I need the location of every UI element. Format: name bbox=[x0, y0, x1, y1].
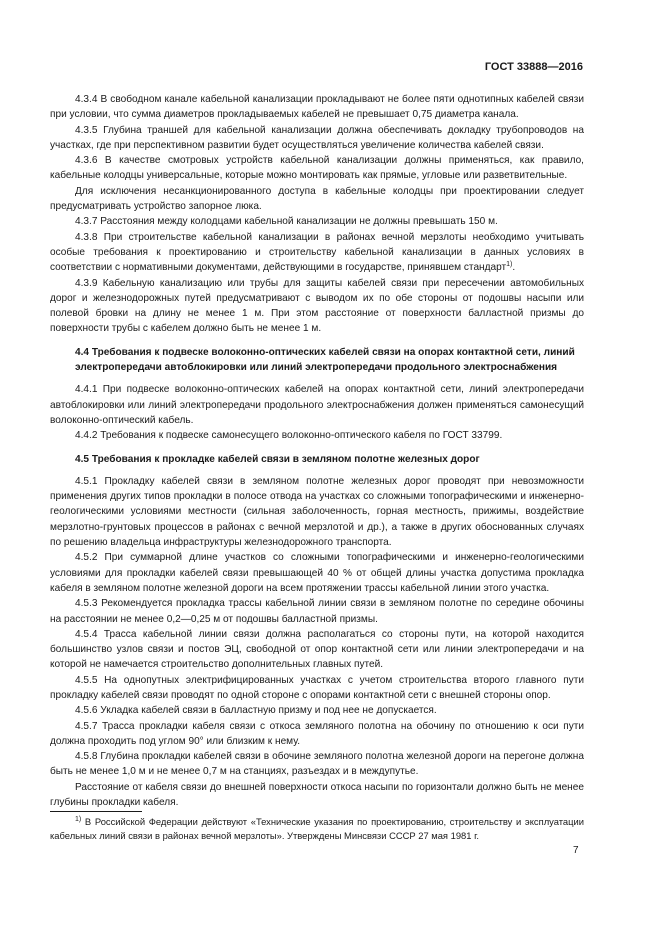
footnote-text bbox=[50, 815, 584, 843]
document-body bbox=[50, 92, 584, 810]
paragraph-4-5-4: 4.5.4 Трасса кабельной линии связи должна располагаться со стороны пути, на которой находится большинство узлов связи и постов ЭЦ, свободной от опор контактной сети или линии электропередачи и на которой не намечается строительство дополнительных главных путей. bbox=[50, 628, 584, 671]
paragraph-4-3-9: 4.3.9 Кабельную канализацию или трубы для защиты кабелей связи при пересечении автомобильных дорог и железнодорожных путей предусматривают с выводом их по обе стороны от подошвы насыпи или полевой бровки на длину не менее 1 м. При этом расстояние от поверхности балластной призмы до поверхности трубы с кабелем должно быть не менее 1 м. bbox=[50, 277, 584, 335]
page-number: 7 bbox=[573, 845, 579, 856]
paragraph-4-3-8-end: . bbox=[512, 262, 516, 274]
paragraph-4-5-6: 4.5.6 Укладка кабелей связи в балластную призму и под нее не допускается. bbox=[75, 705, 437, 717]
paragraph-4-5-1: 4.5.1 Прокладку кабелей связи в земляном полотне железных дорог проводят при невозможности применения других типов прокладки в полосе отвода на участках со сложными топографическими и инженерно-геологическими условиями местности (сильная заболоченность, горная местность, прижимы, воздействие мерзлотно-грунтовых процессов в районах с вечной мерзлотой и др.), а также в других обоснованных случаях по решению владельца инфраструктуры железнодорожного транспорта. bbox=[50, 475, 584, 549]
paragraph-4-4-2: 4.4.2 Требования к подвеске самонесущего волоконно-оптического кабеля по ГОСТ 33799. bbox=[75, 430, 503, 442]
spacer bbox=[50, 467, 584, 474]
footnote-separator bbox=[50, 811, 142, 812]
spacer bbox=[50, 375, 584, 382]
paragraph-4-3-8 bbox=[50, 230, 584, 276]
paragraph-4-5-5: 4.5.5 На однопутных электрифицированных участках с учетом строительства второго главного пути прокладку кабелей связи проводят по одной стороне с опорами контактной сети с внешней стороны опор. bbox=[50, 674, 584, 701]
footnote-marker: 1) bbox=[75, 816, 82, 823]
paragraph-4-5-8-continued: Расстояние от кабеля связи до внешней поверхности откоса насыпи по горизонтали должно быть не менее глубины прокладки кабеля. bbox=[50, 781, 584, 809]
footnote bbox=[50, 815, 584, 843]
paragraph-4-5-2: 4.5.2 При суммарной длине участков со сложными топографическими и инженерно-геологическими условиями для прокладки кабелей связи превышающей 40 % от общей длины участка допустима прокладка кабеля в земляном полотне железной дороги на всем протяжении трассы кабельной линии этого участка. bbox=[50, 552, 584, 594]
paragraph-4-4-1: 4.4.1 При подвеске волоконно-оптических кабелей на опорах контактной сети, линий электропередачи автоблокировки или линий электропередачи продольного электроснабжения должен применяться самонесущий волоконно-оптический кабель. bbox=[50, 384, 584, 426]
paragraph-4-3-4: 4.3.4 В свободном канале кабельной канализации прокладывают не более пяти однотипных кабелей связи при условии, что сумма диаметров прокладываемых кабелей не превышает 0,75 диаметра канала. bbox=[50, 94, 584, 121]
paragraph-4-3-7: 4.3.7 Расстояния между колодцами кабельной канализации не должны превышать 150 м. bbox=[75, 216, 498, 228]
paragraph-4-3-6-continued: Для исключения несанкционированного доступа в кабельные колодцы при проектировании следует предусматривать устройство запорное люка. bbox=[50, 185, 584, 213]
section-4-5-heading: 4.5 Требования к прокладке кабелей связи в земляном полотне железных дорог bbox=[75, 453, 480, 465]
spacer bbox=[50, 337, 584, 345]
paragraph-4-5-8: 4.5.8 Глубина прокладки кабелей связи в обочине земляного полотна железной дороги на перегоне должна быть не менее 1,0 м и не менее 0,7 м на станциях, разъездах и в междупутье. bbox=[50, 751, 584, 778]
paragraph-4-3-6: 4.3.6 В качестве смотровых устройств кабельной канализации должны применяться, как правило, кабельные колодцы универсальные, которые можно монтировать как прямые, угловые или разветвительные. bbox=[50, 155, 584, 182]
spacer bbox=[50, 444, 584, 452]
section-4-4-heading: 4.4 Требования к подвеске волоконно-оптических кабелей связи на опорах контактной сети, линий электропередачи автоблокировки или линий электропередачи продольного электроснабжения bbox=[75, 346, 575, 374]
paragraph-4-3-8-text: 4.3.8 При строительстве кабельной канализации в районах вечной мерзлоты необходимо учитывать особые требования к проектированию и строительству кабельной канализации в данных условиях в соответствии с нормативными документами, действующими в государстве, принявшем стандарт bbox=[50, 231, 584, 274]
paragraph-4-5-3: 4.5.3 Рекомендуется прокладка трассы кабельной линии связи в земляном полотне по середине обочины на расстоянии не менее 0,2—0,25 м от подошвы балластной призмы. bbox=[50, 598, 584, 625]
standard-header: ГОСТ 33888—2016 bbox=[484, 61, 583, 73]
footnote-body: В Российской Федерации действуют «Технические указания по проектированию, строительству и эксплуатации кабельных линий связи в районах вечной мерзлоты». Утверждены Минсвязи СССР 27 мая 1981 г. bbox=[50, 816, 584, 841]
footnote-reference: 1) bbox=[506, 261, 513, 269]
paragraph-4-5-7: 4.5.7 Трасса прокладки кабеля связи с откоса земляного полотна на обочину по отношению к оси пути должна проходить под углом 90° или близким к нему. bbox=[50, 720, 584, 747]
paragraph-4-3-5: 4.3.5 Глубина траншей для кабельной канализации должна обеспечивать докладку трубопроводов на участках, где при перспективном развитии будет осуществляться увеличение количества кабелей связи. bbox=[50, 124, 584, 151]
